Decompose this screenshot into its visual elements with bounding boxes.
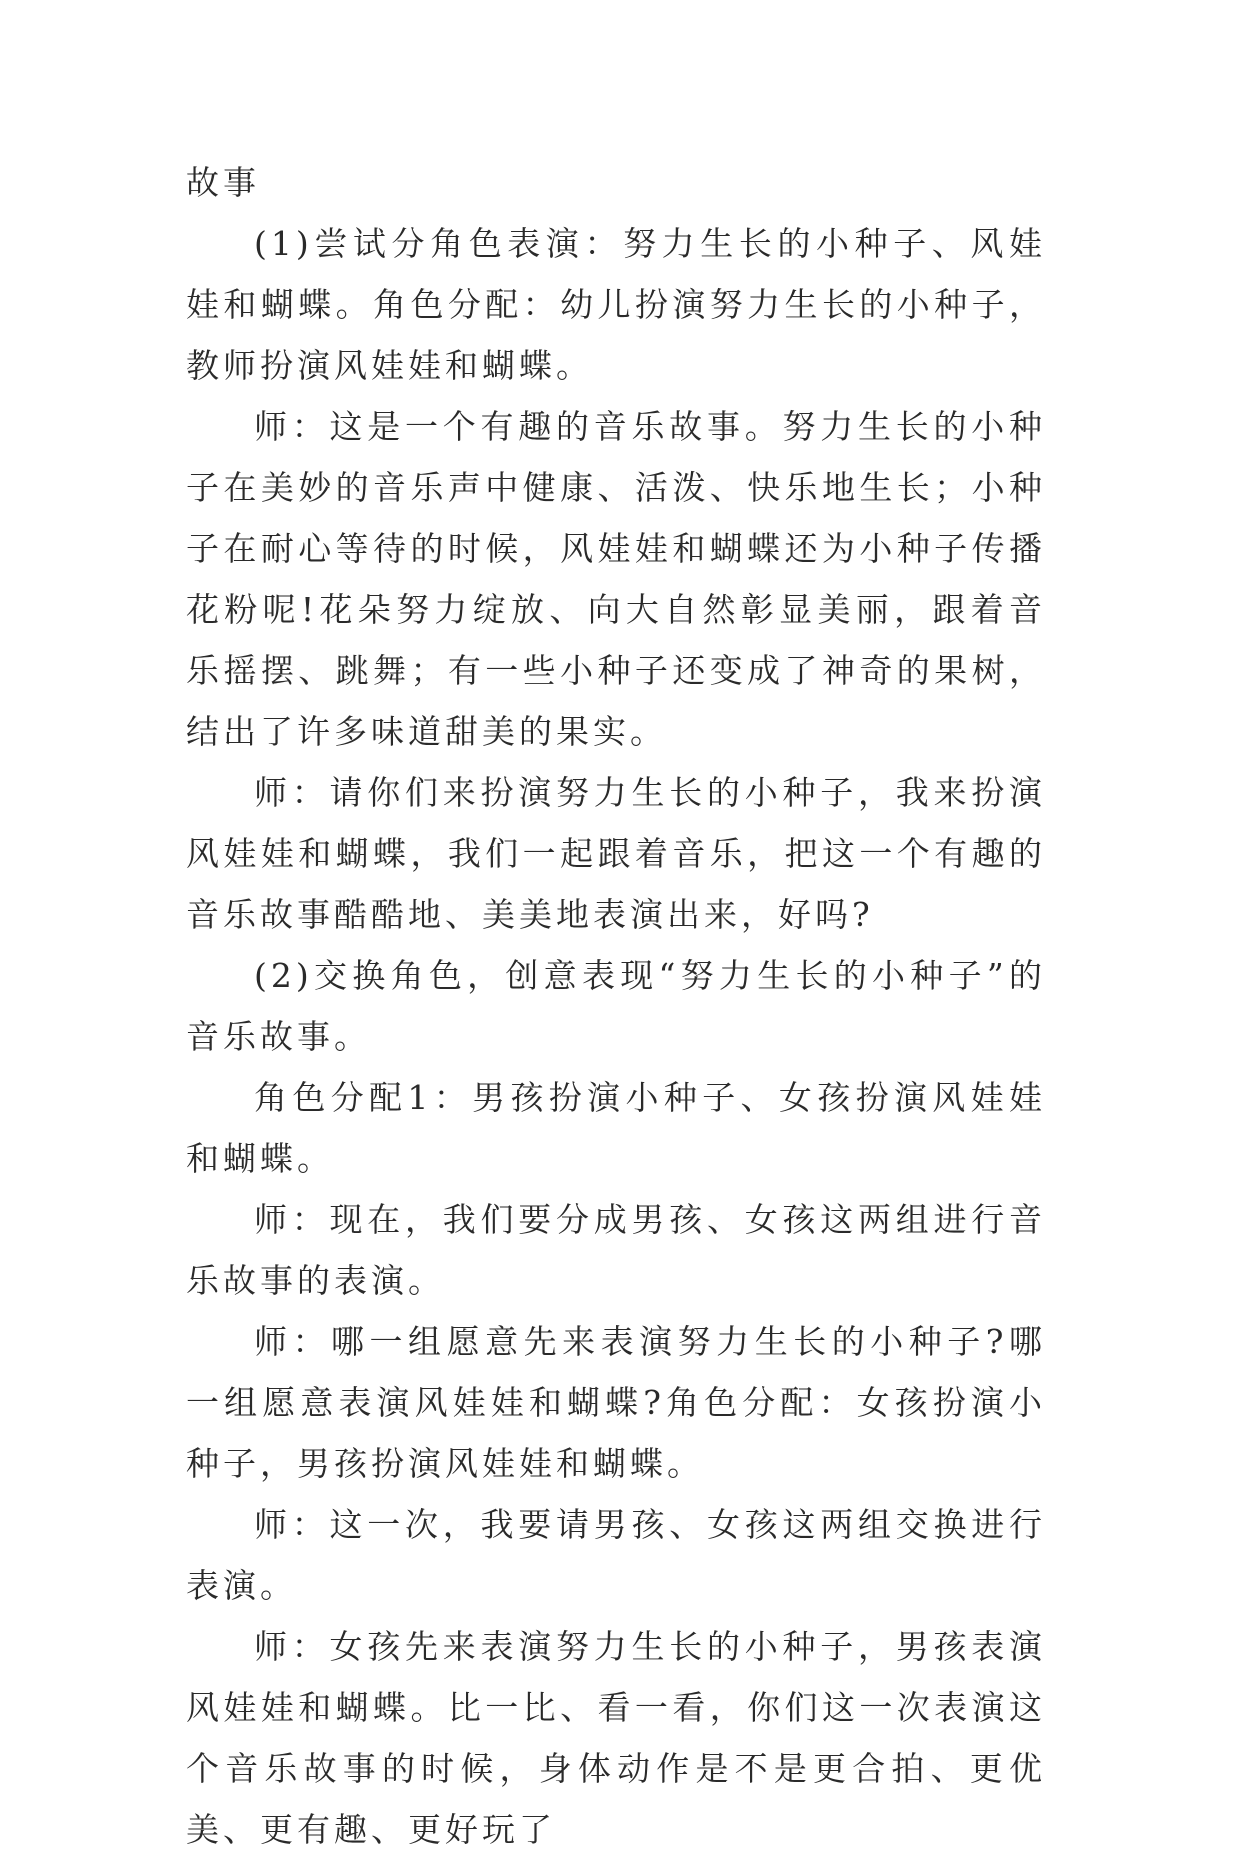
paragraph-teacher-swap: 师：这一次，我要请男孩、女孩这两组交换进行表演。	[186, 1505, 1046, 1605]
paragraph-teacher-intro: 师：这是一个有趣的音乐故事。努力生长的小种子在美妙的音乐声中健康、活泼、快乐地生长；小种子在耐心等待的时候，风娃娃和蝴蝶还为小种子传播花粉呢!花朵努力绽放、向大自然彰显美丽，跟着音乐摇摆、跳舞；有一些小种子还变成了神奇的果树，结出了许多味道甜美的果实。	[186, 407, 1046, 751]
paragraph-story-heading: 故事	[186, 163, 260, 202]
paragraph-teacher-invite: 师：请你们来扮演努力生长的小种子，我来扮演风娃娃和蝴蝶，我们一起跟着音乐，把这一个有趣的音乐故事酷酷地、美美地表演出来，好吗?	[186, 773, 1046, 934]
paragraph-teacher-question: 师：哪一组愿意先来表演努力生长的小种子?哪一组愿意表演风娃娃和蝴蝶?角色分配：女孩扮演小种子，男孩扮演风娃娃和蝴蝶。	[186, 1322, 1046, 1483]
paragraph-step-1: (1)尝试分角色表演：努力生长的小种子、风娃娃和蝴蝶。角色分配：幼儿扮演努力生长的小种子，教师扮演风娃娃和蝴蝶。	[186, 224, 1046, 385]
paragraph-step-2: (2)交换角色，创意表现“努力生长的小种子”的音乐故事。	[186, 956, 1046, 1056]
body-text	[186, 152, 1046, 1860]
paragraph-role-assignment-1: 角色分配1：男孩扮演小种子、女孩扮演风娃娃和蝴蝶。	[186, 1078, 1046, 1178]
paragraph-teacher-compare: 师：女孩先来表演努力生长的小种子，男孩表演风娃娃和蝴蝶。比一比、看一看，你们这一次表演这个音乐故事的时候，身体动作是不是更合拍、更优美、更有趣、更好玩了	[186, 1627, 1046, 1849]
paragraph-teacher-groups: 师：现在，我们要分成男孩、女孩这两组进行音乐故事的表演。	[186, 1200, 1046, 1300]
